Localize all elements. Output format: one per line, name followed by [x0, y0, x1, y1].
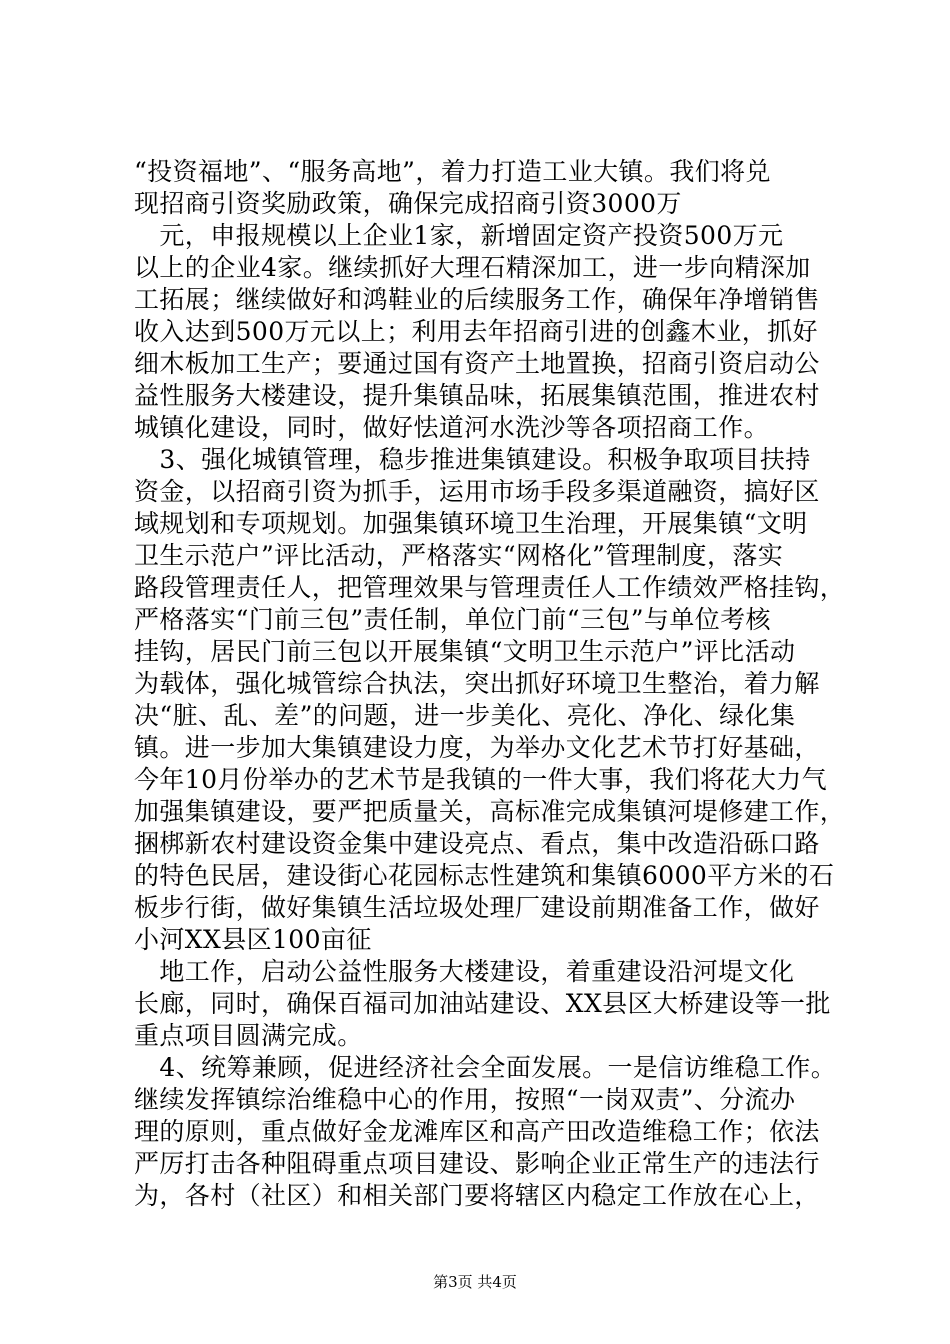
text-line: 细木板加工生产；要通过国有资产土地置换，招商引资启动公 [134, 349, 820, 378]
text-line: 小河XX县区100亩征 [134, 925, 372, 954]
text-line: 城镇化建设，同时，做好怯道河水洗沙等各项招商工作。 [134, 413, 770, 442]
text-line: 严格落实“门前三包”责任制，单位门前“三包”与单位考核 [134, 605, 771, 634]
text-line: 严厉打击各种阻碍重点项目建设、影响企业正常生产的违法行 [134, 1149, 820, 1178]
text-line: 益性服务大楼建设，提升集镇品味，拓展集镇范围，推进农村 [134, 381, 820, 410]
text-line: 以上的企业4家。继续抓好大理石精深加工，进一步向精深加 [134, 253, 811, 282]
document-body [134, 156, 846, 1212]
text-line: 现招商引资奖励政策，确保完成招商引资3000万 [134, 189, 682, 218]
text-line: 理的原则，重点做好金龙滩库区和高产田改造维稳工作；依法 [134, 1117, 820, 1146]
text-line: 路段管理责任人，把管理效果与管理责任人工作绩效严格挂钩， [134, 573, 846, 602]
text-line: 资金，以招商引资为抓手，运用市场手段多渠道融资，搞好区 [134, 477, 820, 506]
text-line: 决“脏、乱、差”的问题，进一步美化、亮化、净化、绿化集 [134, 701, 796, 730]
text-line: 的特色民居，建设街心花园标志性建筑和集镇6000平方米的石 [134, 861, 835, 890]
text-line: 挂钩，居民门前三包以开展集镇“文明卫生示范户”评比活动 [134, 637, 796, 666]
text-line: 镇。进一步加大集镇建设力度，为举办文化艺术节打好基础， [134, 733, 820, 762]
text-line: 加强集镇建设，要严把质量关，高标准完成集镇河堤修建工作， [134, 797, 846, 826]
text-line: 地工作，启动公益性服务大楼建设，着重建设沿河堤文化 [134, 957, 795, 986]
text-line: 域规划和专项规划。加强集镇环境卫生治理，开展集镇“文明 [134, 509, 808, 538]
page-number-footer: 第3页 共4页 [433, 1273, 517, 1291]
text-line: 继续发挥镇综治维稳中心的作用，按照“一岗双责”、分流办 [134, 1085, 796, 1114]
text-line: 今年10月份举办的艺术节是我镇的一件大事，我们将花大力气 [134, 765, 828, 794]
text-line: 重点项目圆满完成。 [134, 1021, 363, 1050]
text-line: 捆梆新农村建设资金集中建设亮点、看点，集中改造沿砾口路 [134, 829, 820, 858]
text-line: 工拓展；继续做好和鸿鞋业的后续服务工作，确保年净增销售 [134, 285, 820, 314]
text-line: “投资福地”、“服务高地”，着力打造工业大镇。我们将兑 [134, 157, 771, 186]
text-line: 为，各村（社区）和相关部门要将辖区内稳定工作放在心上， [134, 1181, 820, 1210]
text-line: 4、统筹兼顾，促进经济社会全面发展。一是信访维稳工作。 [134, 1053, 837, 1082]
text-line: 长廊，同时，确保百福司加油站建设、XX县区大桥建设等一批 [134, 989, 831, 1018]
text-line: 元，申报规模以上企业1家，新增固定资产投资500万元 [134, 221, 784, 250]
text-line: 为载体，强化城管综合执法，突出抓好环境卫生整治，着力解 [134, 669, 820, 698]
text-line: 卫生示范户”评比活动，严格落实“网格化”管理制度，落实 [134, 541, 784, 570]
text-line: 收入达到500万元以上；利用去年招商引进的创鑫木业，抓好 [134, 317, 818, 346]
text-line: 板步行街，做好集镇生活垃圾处理厂建设前期准备工作，做好 [134, 893, 820, 922]
text-line: 3、强化城镇管理，稳步推进集镇建设。积极争取项目扶持 [134, 445, 811, 474]
